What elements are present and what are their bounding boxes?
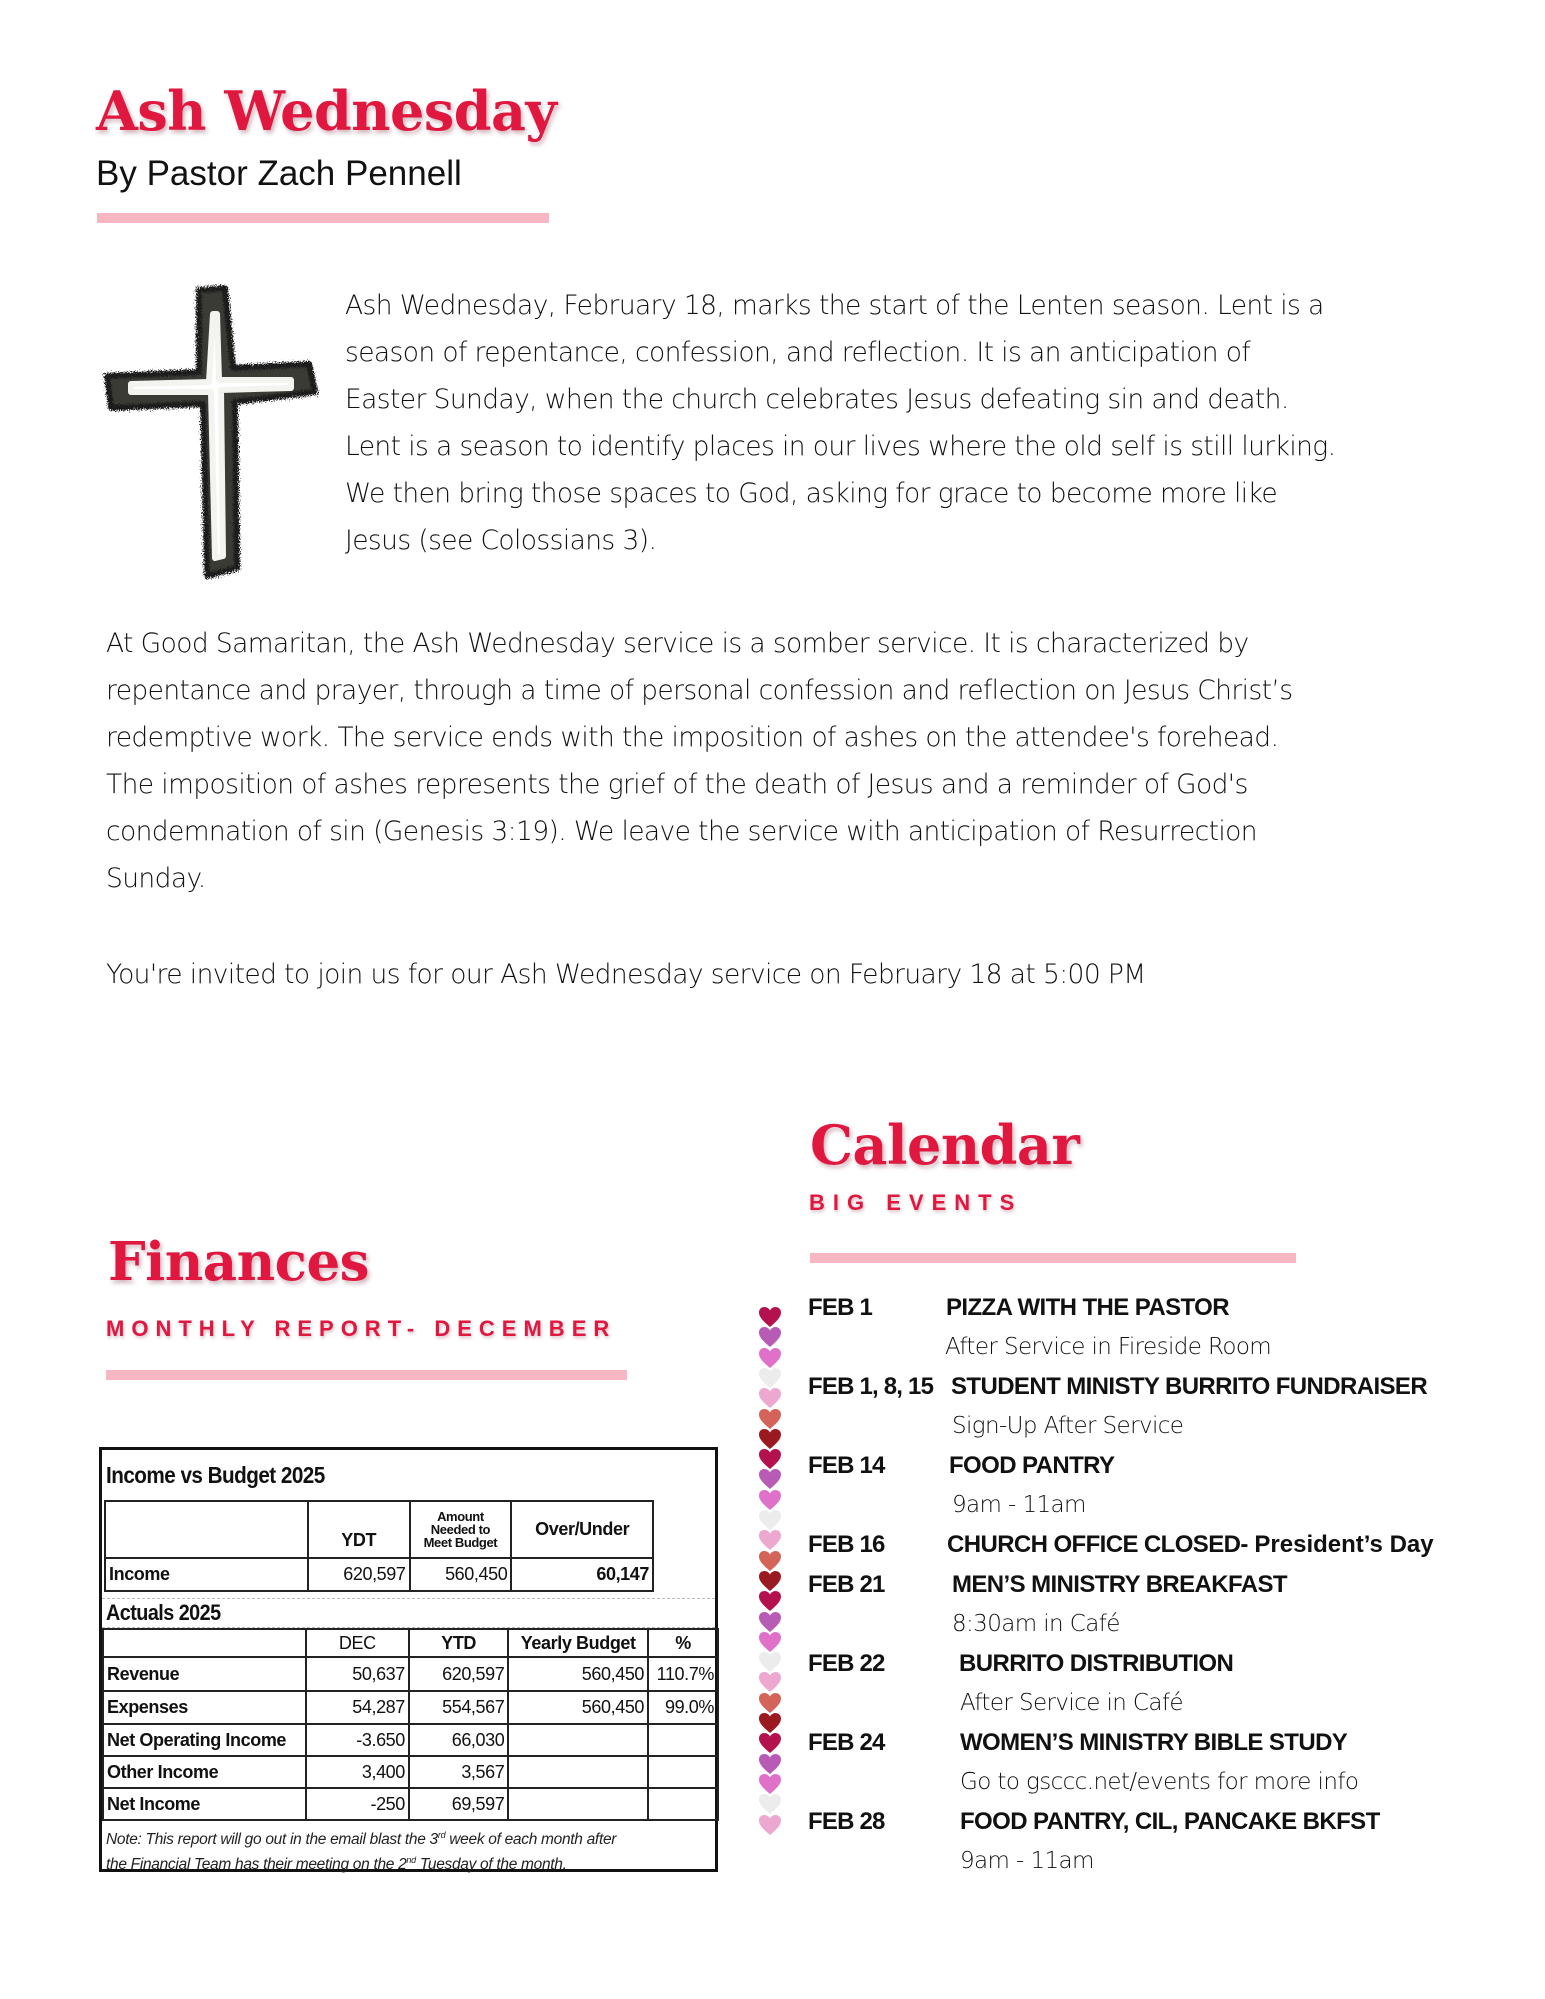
calendar-divider (810, 1253, 1296, 1263)
income-vs-budget-title: Income vs Budget 2025 (106, 1462, 325, 1488)
heart-icon (758, 1550, 782, 1572)
heart-icon (758, 1448, 782, 1470)
cell-dec: 50,637 (306, 1657, 409, 1691)
event-title: FOOD PANTRY (949, 1452, 1115, 1479)
finances-divider (106, 1370, 627, 1380)
actuals-table-header (103, 1629, 718, 1657)
heart-icon (758, 1753, 782, 1775)
actuals-title: Actuals 2025 (106, 1600, 221, 1625)
header-dec: DEC (306, 1629, 409, 1657)
event-date: FEB 14 (808, 1452, 885, 1479)
event-date: FEB 24 (808, 1729, 885, 1756)
heart-icon (758, 1631, 782, 1653)
paragraph-2 (106, 620, 1506, 902)
paragraph-line: Ash Wednesday, February 18, marks the start of the Lenten season. Lent is a (345, 290, 1324, 321)
row-label: Net Income (103, 1788, 306, 1820)
cell-budget (508, 1756, 648, 1788)
cell-ytd: 66,030 (409, 1724, 508, 1756)
article-byline: By Pastor Zach Pennell (96, 154, 462, 193)
heart-icon (758, 1651, 782, 1673)
heart-icon (758, 1793, 782, 1815)
article-title: Ash Wednesday (96, 79, 557, 143)
table-row (105, 1558, 653, 1591)
event-detail: Go to gsccc.net/events for more info (960, 1769, 1359, 1795)
table-row (103, 1788, 718, 1820)
cell-ytd: 3,567 (409, 1756, 508, 1788)
event-date: FEB 16 (808, 1531, 885, 1558)
heart-icon (758, 1326, 782, 1348)
paragraph-line: Lent is a season to identify places in our lives where the old self is still lurking. (345, 431, 1336, 462)
cross-icon (95, 268, 335, 588)
heart-icon (758, 1408, 782, 1430)
event-title: PIZZA WITH THE PASTOR (946, 1294, 1229, 1321)
paragraph-line: condemnation of sin (Genesis 3:19). We leave the service with anticipation of Resurrection (106, 816, 1257, 847)
paragraph-line: redemptive work. The service ends with the imposition of ashes on the attendee's forehead. (106, 722, 1279, 753)
cell-needed: 560,450 (410, 1558, 512, 1591)
cell-percent (648, 1724, 718, 1756)
paragraph-line: season of repentance, confession, and reflection. It is an anticipation of (345, 337, 1251, 368)
row-label: Net Operating Income (103, 1724, 306, 1756)
paragraph-1 (345, 282, 1455, 564)
title-divider (97, 213, 549, 223)
cell-percent (648, 1788, 718, 1820)
row-label: Other Income (103, 1756, 306, 1788)
event-title: WOMEN’S MINISTRY BIBLE STUDY (960, 1729, 1348, 1756)
event-detail: 9am - 11am (952, 1492, 1086, 1518)
event-date: FEB 21 (808, 1571, 885, 1598)
heart-icon (758, 1773, 782, 1795)
cell-budget (508, 1724, 648, 1756)
cell-dec: -3.650 (306, 1724, 409, 1756)
cell-budget: 560,450 (508, 1657, 648, 1691)
paragraph-line: At Good Samaritan, the Ash Wednesday service is a somber service. It is characterized by (106, 628, 1249, 659)
event-title: STUDENT MINISTY BURRITO FUNDRAISER (951, 1373, 1428, 1400)
event-detail: Sign-Up After Service (952, 1413, 1184, 1439)
paragraph-line: Easter Sunday, when the church celebrates Jesus defeating sin and death. (345, 384, 1289, 415)
table-row (103, 1724, 718, 1756)
heart-icon (758, 1306, 782, 1328)
paragraph-line: repentance and prayer, through a time of personal confession and reflection on Jesus Christ’s (106, 675, 1293, 706)
paragraph-line: Sunday. (106, 863, 206, 894)
cell-dec: 3,400 (306, 1756, 409, 1788)
heart-icon (758, 1570, 782, 1592)
finances-subtitle: MONTHLY REPORT- DECEMBER (106, 1316, 617, 1341)
finances-title: Finances (108, 1231, 369, 1293)
heart-icon (758, 1509, 782, 1531)
heart-icon (758, 1732, 782, 1754)
header-yearly-budget: Yearly Budget (508, 1629, 648, 1657)
finance-report-table (99, 1447, 718, 1872)
header-blank (105, 1501, 308, 1558)
event-date: FEB 1, 8, 15 (808, 1373, 934, 1400)
header-amount-needed: Amount Needed to Meet Budget (410, 1501, 512, 1558)
cell-over-under: 60,147 (511, 1558, 653, 1591)
cell-percent (648, 1756, 718, 1788)
heart-icon (758, 1611, 782, 1633)
heart-icon (758, 1529, 782, 1551)
heart-icon (758, 1712, 782, 1734)
heart-icon (758, 1468, 782, 1490)
heart-icon (758, 1671, 782, 1693)
heart-icon (758, 1489, 782, 1511)
row-label: Revenue (103, 1657, 306, 1691)
event-detail: After Service in Fireside Room (945, 1334, 1272, 1360)
cell-ytd: 69,597 (409, 1788, 508, 1820)
row-label: Income (105, 1558, 308, 1591)
paragraph-line: Jesus (see Colossians 3). (345, 525, 657, 556)
heart-icon (758, 1692, 782, 1714)
event-title: BURRITO DISTRIBUTION (959, 1650, 1234, 1677)
heart-icon (758, 1387, 782, 1409)
cell-percent: 99.0% (648, 1691, 718, 1724)
event-title: CHURCH OFFICE CLOSED- President’s Day (947, 1531, 1434, 1558)
event-date: FEB 1 (808, 1294, 873, 1321)
heart-icon (758, 1590, 782, 1612)
row-label: Expenses (103, 1691, 306, 1724)
income-table (104, 1500, 654, 1592)
event-date: FEB 22 (808, 1650, 885, 1677)
invitation-text: You're invited to join us for our Ash Wednesday service on February 18 at 5:00 PM (106, 959, 1146, 990)
heart-icon (758, 1428, 782, 1450)
header-percent: % (648, 1629, 718, 1657)
cell-ytd: 554,567 (409, 1691, 508, 1724)
income-table-header (105, 1501, 653, 1558)
heart-icon (758, 1347, 782, 1369)
table-row (103, 1691, 718, 1724)
calendar-subtitle: BIG EVENTS (809, 1190, 1023, 1215)
actuals-table (102, 1628, 719, 1821)
ash-cross-image (95, 268, 335, 588)
table-row (103, 1756, 718, 1788)
cell-ydt: 620,597 (308, 1558, 410, 1591)
header-over-under: Over/Under (511, 1501, 653, 1558)
cell-dec: 54,287 (306, 1691, 409, 1724)
event-detail: After Service in Café (960, 1690, 1183, 1716)
cell-dec: -250 (306, 1788, 409, 1820)
heart-icon (758, 1367, 782, 1389)
cell-ytd: 620,597 (409, 1657, 508, 1691)
finance-note: Note: This report will go out in the email blast the 3rd week of each month after the Financial Team has their meeting on the 2nd Tuesday of the month. (106, 1830, 617, 1874)
table-row (103, 1657, 718, 1691)
cell-percent: 110.7% (648, 1657, 718, 1691)
event-title: FOOD PANTRY, CIL, PANCAKE BKFST (960, 1808, 1380, 1835)
event-title: MEN’S MINISTRY BREAKFAST (952, 1571, 1287, 1598)
calendar-title: Calendar (810, 1113, 1080, 1177)
event-date: FEB 28 (808, 1808, 885, 1835)
event-detail: 8:30am in Café (952, 1611, 1120, 1637)
event-detail: 9am - 11am (960, 1848, 1094, 1874)
paragraph-line: The imposition of ashes represents the grief of the death of Jesus and a reminder of God's (106, 769, 1248, 800)
header-ytd: YTD (409, 1629, 508, 1657)
cell-budget: 560,450 (508, 1691, 648, 1724)
header-blank (103, 1629, 306, 1657)
cell-budget (508, 1788, 648, 1820)
header-ydt: YDT (308, 1501, 410, 1558)
heart-icon (758, 1814, 782, 1836)
paragraph-line: We then bring those spaces to God, asking for grace to become more like (345, 478, 1278, 509)
